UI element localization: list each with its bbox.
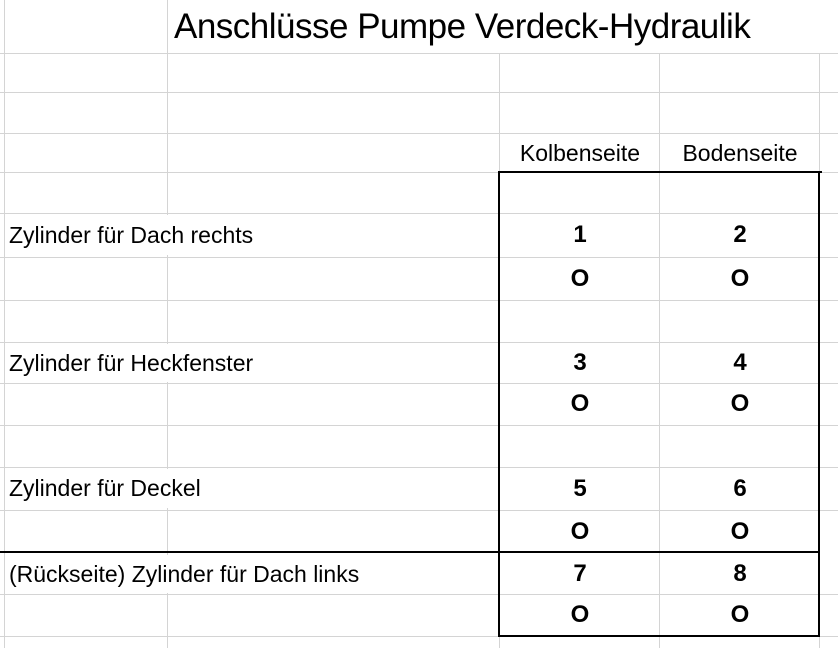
col-header-bodenseite[interactable]: Bodenseite (682, 139, 798, 166)
row-label-heckfenster[interactable]: Zylinder für Heckfenster (6, 344, 497, 382)
cell-port-mark[interactable]: O (570, 390, 590, 417)
table-border-left (498, 171, 500, 637)
col-header-kolbenseite[interactable]: Kolbenseite (519, 139, 641, 166)
cell-port-number[interactable]: 4 (733, 348, 747, 376)
gridline-row (0, 53, 838, 54)
cell-port-number[interactable]: 2 (733, 221, 747, 248)
cell-port-mark[interactable]: O (730, 517, 750, 545)
cell-port-number[interactable]: 5 (573, 474, 587, 502)
row-label-dach-rechts[interactable]: Zylinder für Dach rechts (6, 215, 497, 255)
table-border-top (499, 171, 822, 173)
row-label-deckel[interactable]: Zylinder für Deckel (6, 469, 497, 508)
table-border-bottom (498, 635, 820, 637)
gridline-row (0, 300, 838, 301)
cell-port-mark[interactable]: O (730, 601, 750, 628)
cell-port-number[interactable]: 8 (733, 559, 747, 587)
cell-port-number[interactable]: 1 (573, 221, 587, 248)
gridline-row (0, 425, 838, 426)
cell-port-mark[interactable]: O (570, 517, 590, 545)
gridline-row (0, 92, 838, 93)
sheet-title[interactable]: Anschlüsse Pumpe Verdeck-Hydraulik (174, 6, 751, 46)
cell-port-mark[interactable]: O (570, 601, 590, 628)
row-label-dach-links[interactable]: (Rückseite) Zylinder für Dach links (6, 555, 497, 593)
table-border-right (818, 171, 820, 637)
cell-port-number[interactable]: 7 (573, 559, 587, 587)
cell-port-number[interactable]: 3 (573, 348, 587, 376)
cell-port-number[interactable]: 6 (733, 474, 747, 502)
table-border-rueckseite-row (0, 551, 820, 553)
cell-port-mark[interactable]: O (570, 264, 590, 292)
cell-port-mark[interactable]: O (730, 390, 750, 417)
cell-port-mark[interactable]: O (730, 264, 750, 292)
